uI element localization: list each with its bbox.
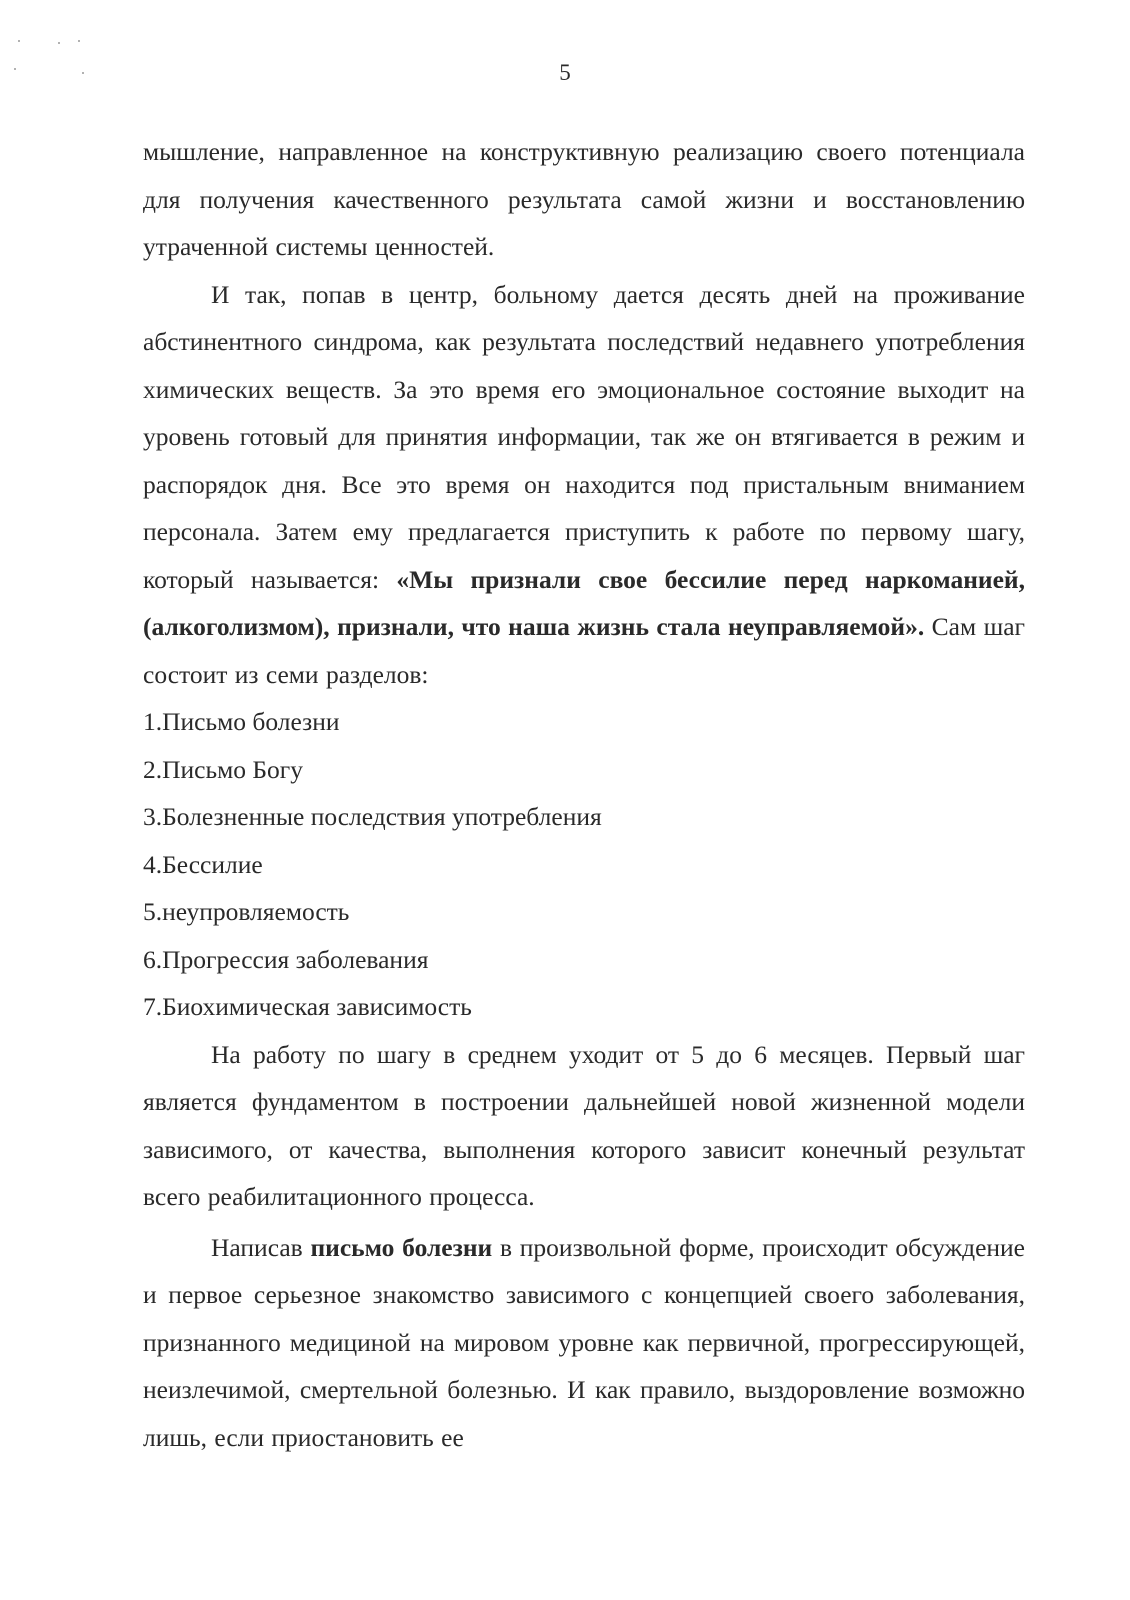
document-body bbox=[143, 128, 1025, 1461]
paragraph-illness-letter-text: в произвольной форме, происходит обсуждение и первое серьезное знакомство зависимого с концепцией своего заболевания, признанного медициной на мировом уровне как первичной, прогрессирующей, неизлечимой, смертельной болезнью. И как правило, выздоровление возможно лишь, если приостановить ее bbox=[143, 1232, 1026, 1452]
paragraph-center-intro-text: И так, попав в центр, больному дается десять дней на проживание абстинентного синдрома, как результата последствий недавнего употребления химических веществ. За это время его эмоциональное состояние выходит на уровень готовый для принятия информации, так же он втягивается в режим и распорядок дня. Все это время он находится под пристальным вниманием персонала. Затем ему предлагается приступить к работе по первому шагу, который называется: bbox=[143, 279, 1025, 594]
paragraph-center-intro-tail: Сам шаг состоит из семи разделов: bbox=[143, 612, 1025, 689]
paragraph-duration: На работу по шагу в среднем уходит от 5 до 6 месяцев. Первый шаг является фундаментом в построении дальнейшей новой жизненной модели зависимого, от качества, выполнения которого зависит конечный результат всего реабилитационного процесса. bbox=[143, 1039, 1025, 1211]
paragraph-illness-letter bbox=[143, 1224, 1025, 1462]
first-step-quote: «Мы признали свое бессилие перед наркоманией, (алкоголизмом), признали, что наша жизнь стала неуправляемой». bbox=[143, 564, 1025, 641]
list-item: 7.Биохимическая зависимость bbox=[143, 992, 472, 1021]
list-item: 4.Бессилие bbox=[143, 849, 263, 879]
list-item: 1.Письмо болезни bbox=[143, 707, 340, 736]
paragraph-illness-letter-lead: Написав bbox=[211, 1232, 311, 1262]
paragraph-continuation: мышление, направленное на конструктивную реализацию своего потенциала для получения качественного результата самой жизни и восстановлению утраченной системы ценностей. bbox=[143, 137, 1025, 261]
list-item: 6.Прогрессия заболевания bbox=[143, 944, 429, 974]
paragraph-center-intro bbox=[143, 271, 1025, 699]
page-number: 5 bbox=[559, 60, 571, 85]
step-sections-list bbox=[143, 698, 1025, 1031]
list-item: 5.неупровляемость bbox=[143, 897, 350, 926]
illness-letter-term: письмо болезни bbox=[310, 1232, 493, 1262]
list-item: 3.Болезненные последствия употребления bbox=[143, 802, 602, 831]
list-item: 2.Письмо Богу bbox=[143, 754, 303, 784]
